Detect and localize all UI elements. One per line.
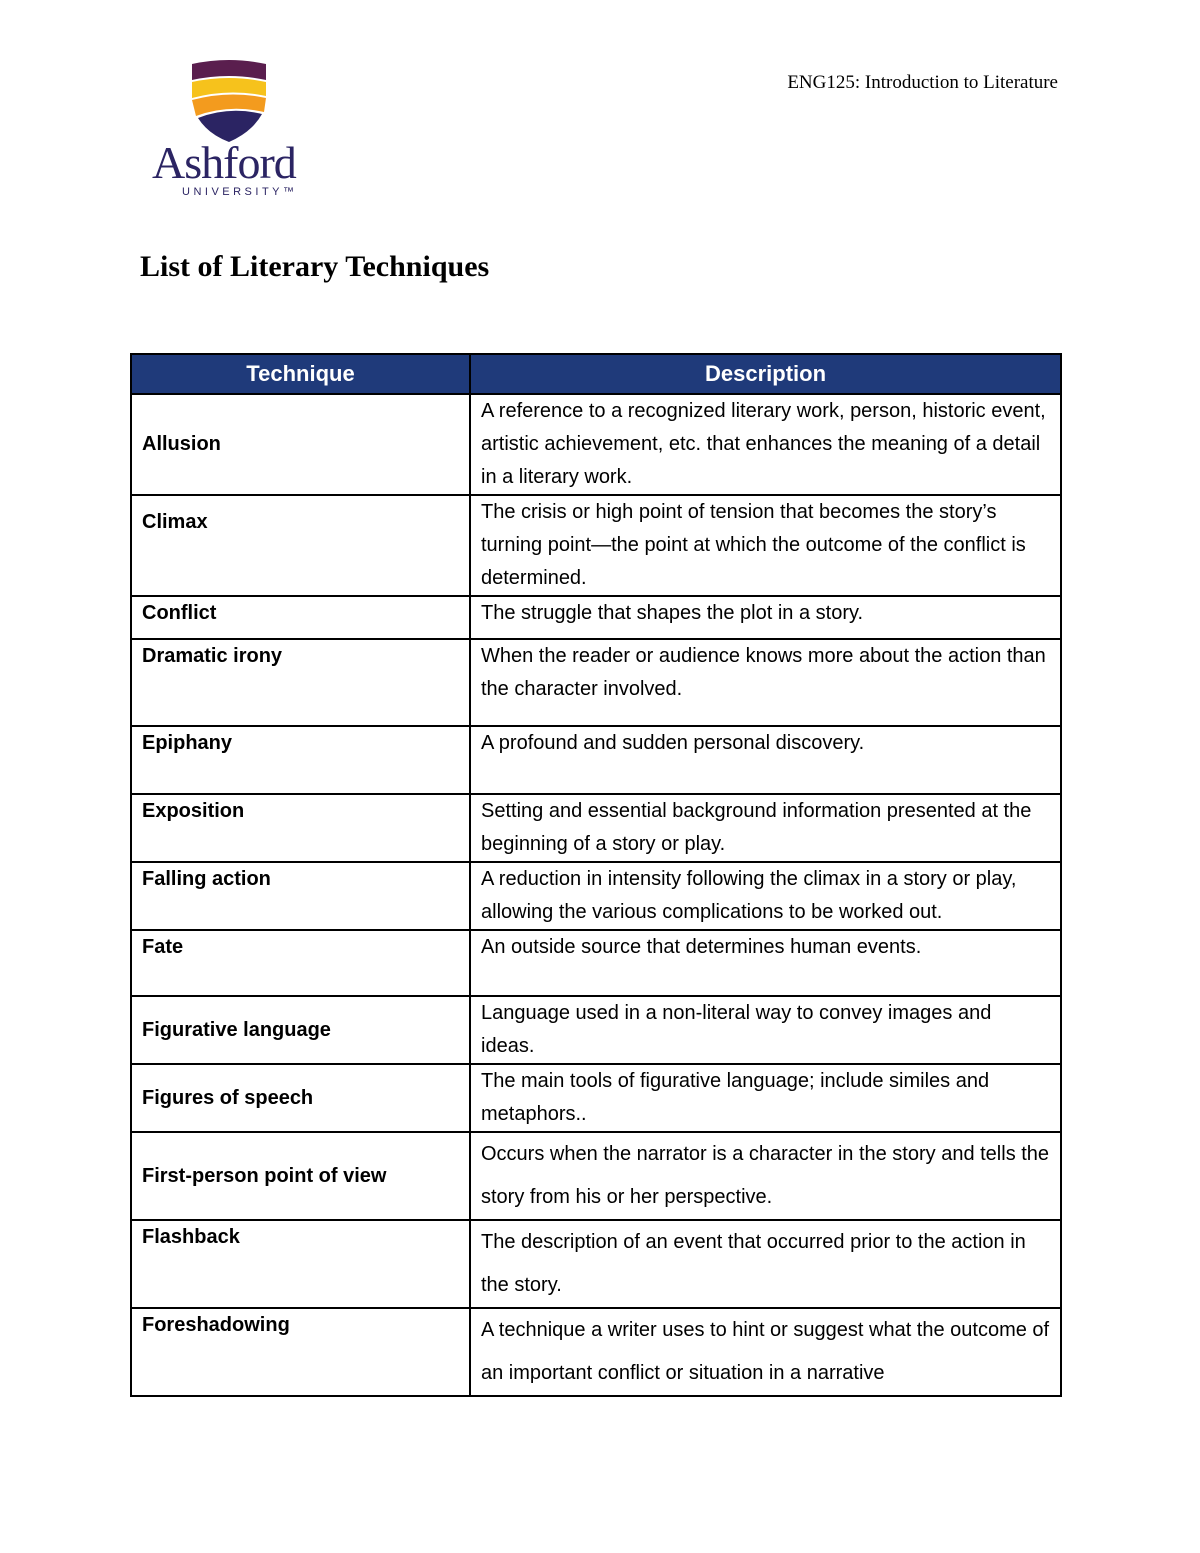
technique-term: Falling action [131, 862, 470, 930]
technique-description: An outside source that determines human events. [470, 930, 1061, 996]
technique-description: A reference to a recognized literary work, person, historic event, artistic achievement, etc. that enhances the meaning of a detail in a literary work. [470, 394, 1061, 495]
technique-term: Exposition [131, 794, 470, 862]
table-row [131, 639, 1061, 726]
logo-subtitle: UNIVERSITY™ [182, 186, 298, 198]
technique-description: A reduction in intensity following the climax in a story or play, allowing the various complications to be worked out. [470, 862, 1061, 930]
technique-description: Occurs when the narrator is a character in the story and tells the story from his or her perspective. [470, 1132, 1061, 1220]
table-row [131, 1132, 1061, 1220]
table-row [131, 794, 1061, 862]
shield-icon [190, 58, 268, 142]
table-row [131, 1064, 1061, 1132]
technique-description: The main tools of figurative language; include similes and metaphors.. [470, 1064, 1061, 1132]
table-row [131, 394, 1061, 495]
technique-term: Allusion [131, 394, 470, 495]
technique-term: Figures of speech [131, 1064, 470, 1132]
table-row [131, 1220, 1061, 1308]
technique-description: A technique a writer uses to hint or suggest what the outcome of an important conflict or situation in a narrative [470, 1308, 1061, 1396]
course-header: ENG125: Introduction to Literature [787, 72, 1058, 93]
technique-description: The crisis or high point of tension that becomes the story’s turning point—the point at which the outcome of the conflict is determined. [470, 495, 1061, 596]
table-row [131, 1308, 1061, 1396]
technique-description: The struggle that shapes the plot in a story. [470, 596, 1061, 639]
table-header-row [131, 354, 1061, 394]
technique-term: Foreshadowing [131, 1308, 470, 1396]
table-row [131, 862, 1061, 930]
technique-term: Climax [131, 495, 470, 596]
technique-description: Language used in a non-literal way to convey images and ideas. [470, 996, 1061, 1064]
table-row [131, 596, 1061, 639]
techniques-table [130, 353, 1062, 1397]
technique-term: Fate [131, 930, 470, 996]
technique-description: The description of an event that occurred prior to the action in the story. [470, 1220, 1061, 1308]
technique-term: Dramatic irony [131, 639, 470, 726]
university-logo [150, 58, 310, 208]
logo-wordmark: Ashford [152, 137, 296, 188]
technique-term: Conflict [131, 596, 470, 639]
technique-term: Epiphany [131, 726, 470, 794]
page-title: List of Literary Techniques [140, 250, 490, 283]
technique-term: Flashback [131, 1220, 470, 1308]
table-row [131, 996, 1061, 1064]
technique-term: Figurative language [131, 996, 470, 1064]
table-row [131, 495, 1061, 596]
column-header-description: Description [470, 354, 1061, 394]
column-header-technique: Technique [131, 354, 470, 394]
table-row [131, 930, 1061, 996]
technique-description: Setting and essential background information presented at the beginning of a story or play. [470, 794, 1061, 862]
technique-description: A profound and sudden personal discovery. [470, 726, 1061, 794]
technique-description: When the reader or audience knows more about the action than the character involved. [470, 639, 1061, 726]
table-row [131, 726, 1061, 794]
technique-term: First-person point of view [131, 1132, 470, 1220]
